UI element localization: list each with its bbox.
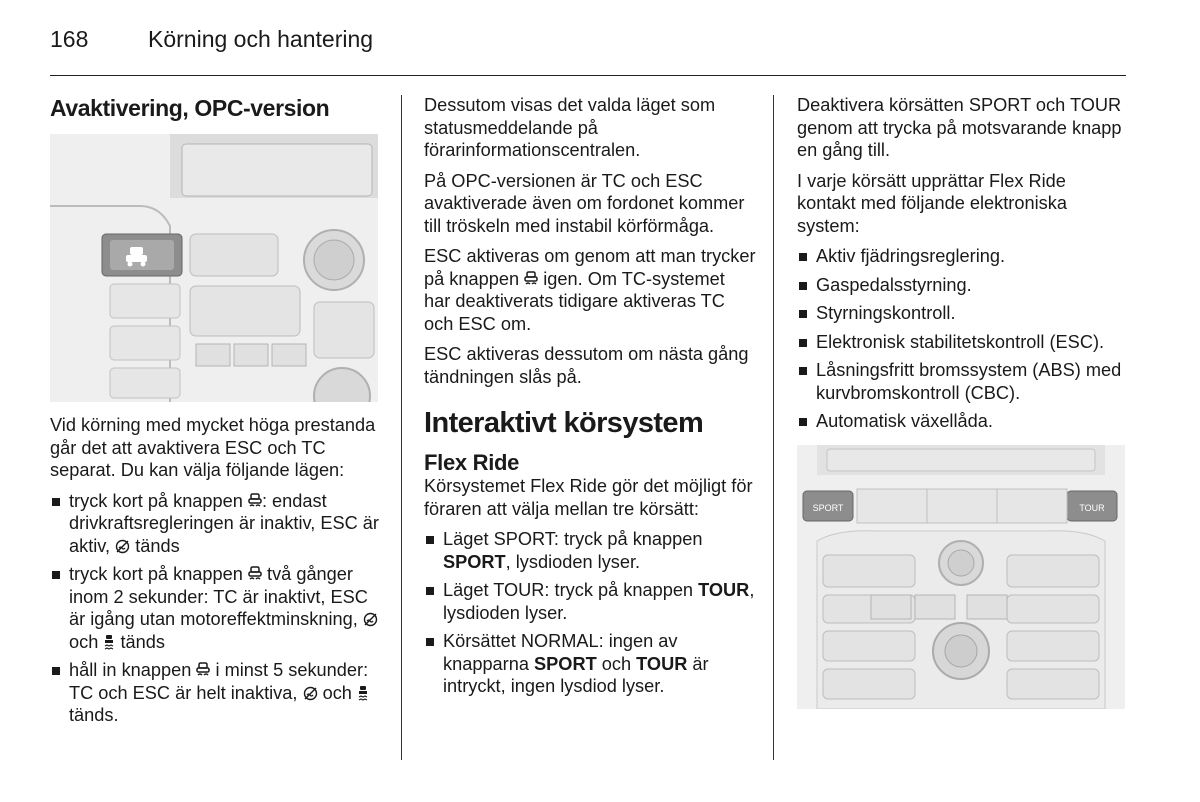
paragraph: ESC aktiveras dessutom om nästa gång tändningen slås på.	[424, 344, 749, 387]
tour-button-label: TOUR	[1079, 502, 1105, 513]
paragraph: Deaktivera körsätten SPORT och TOUR genom att trycka på motsvarande knapp en gång till.	[797, 95, 1122, 160]
paragraph: På OPC-versionen är TC och ESC avaktiverade även om fordonet kommer till tröskeln med instabil körförmåga.	[424, 170, 745, 236]
electronic-systems-list	[797, 245, 1127, 433]
traction-control-off-icon	[524, 271, 538, 287]
section-heading-deactivation: Avaktivering, OPC-version	[50, 95, 330, 121]
figure-dashboard-tc-button	[50, 134, 378, 402]
column-3	[797, 94, 1127, 721]
tc-indicator-icon	[103, 634, 115, 650]
column-2	[424, 94, 756, 706]
paragraph: Dessutom visas det valda läget som statusmeddelande på förarinformationscentralen.	[424, 95, 716, 160]
list-item: Körsättet NORMAL: ingen av knapparna SPORT och TOUR är intryckt, ingen lysdiod lyser.	[424, 630, 756, 698]
tc-indicator-icon	[357, 685, 369, 701]
driving-modes-list	[424, 528, 756, 698]
deactivation-options-list	[50, 490, 382, 727]
figure-center-console-flexride	[797, 445, 1125, 709]
traction-control-off-icon	[196, 662, 210, 678]
list-item: håll in knappen i minst 5 sekunder: TC och ESC är helt inaktiva, och tänds.	[50, 659, 382, 727]
paragraph: Körsystemet Flex Ride gör det möjligt för föraren att välja mellan tre körsätt:	[424, 476, 753, 519]
header-rule	[50, 75, 1126, 76]
list-item: Gaspedalsstyrning.	[797, 274, 1127, 297]
list-item: Läget SPORT: tryck på knappen SPORT, lysdioden lyser.	[424, 528, 756, 573]
list-item: tryck kort på knappen två gånger inom 2 sekunder: TC är inaktivt, ESC är igång utan motoreffektminskning, och tänds	[50, 563, 382, 653]
list-item: Låsningsfritt bromssystem (ABS) med kurvbromskontroll (CBC).	[797, 359, 1127, 404]
esc-off-indicator-icon	[115, 539, 130, 554]
list-item: tryck kort på knappen : endast drivkraftsregleringen är inaktiv, ESC är aktiv, tänds	[50, 490, 382, 558]
page-number: 168	[50, 26, 89, 52]
page-title: Körning och hantering	[148, 26, 374, 52]
esc-off-indicator-icon	[303, 686, 318, 701]
list-item: Läget TOUR: tryck på knappen TOUR, lysdioden lyser.	[424, 579, 756, 624]
list-item: Elektronisk stabilitetskontroll (ESC).	[797, 331, 1127, 354]
column-1	[50, 94, 382, 735]
paragraph: ESC aktiveras om genom att man trycker på knappen igen. Om TC-systemet har deaktiverats tidigare aktiveras TC och ESC om.	[424, 246, 756, 334]
sport-button-label: SPORT	[812, 502, 844, 513]
paragraph: I varje körsätt upprättar Flex Ride kontakt med följande elektroniska system:	[797, 170, 1067, 236]
esc-off-indicator-icon	[363, 612, 378, 627]
column-divider-1	[401, 95, 402, 760]
column-divider-2	[773, 95, 774, 760]
traction-control-off-icon	[248, 566, 262, 582]
intro-paragraph: Vid körning med mycket höga prestanda går det att avaktivera ESC och TC separat. Du kan välja följande lägen:	[50, 415, 376, 480]
list-item: Styrningskontroll.	[797, 302, 1127, 325]
list-item: Aktiv fjädringsreglering.	[797, 245, 1127, 268]
list-item: Automatisk växellåda.	[797, 410, 1127, 433]
section-heading-driving-system: Interaktivt körsystem	[424, 407, 704, 439]
traction-control-off-icon	[248, 493, 262, 509]
subheading-flex-ride: Flex Ride	[424, 450, 520, 475]
